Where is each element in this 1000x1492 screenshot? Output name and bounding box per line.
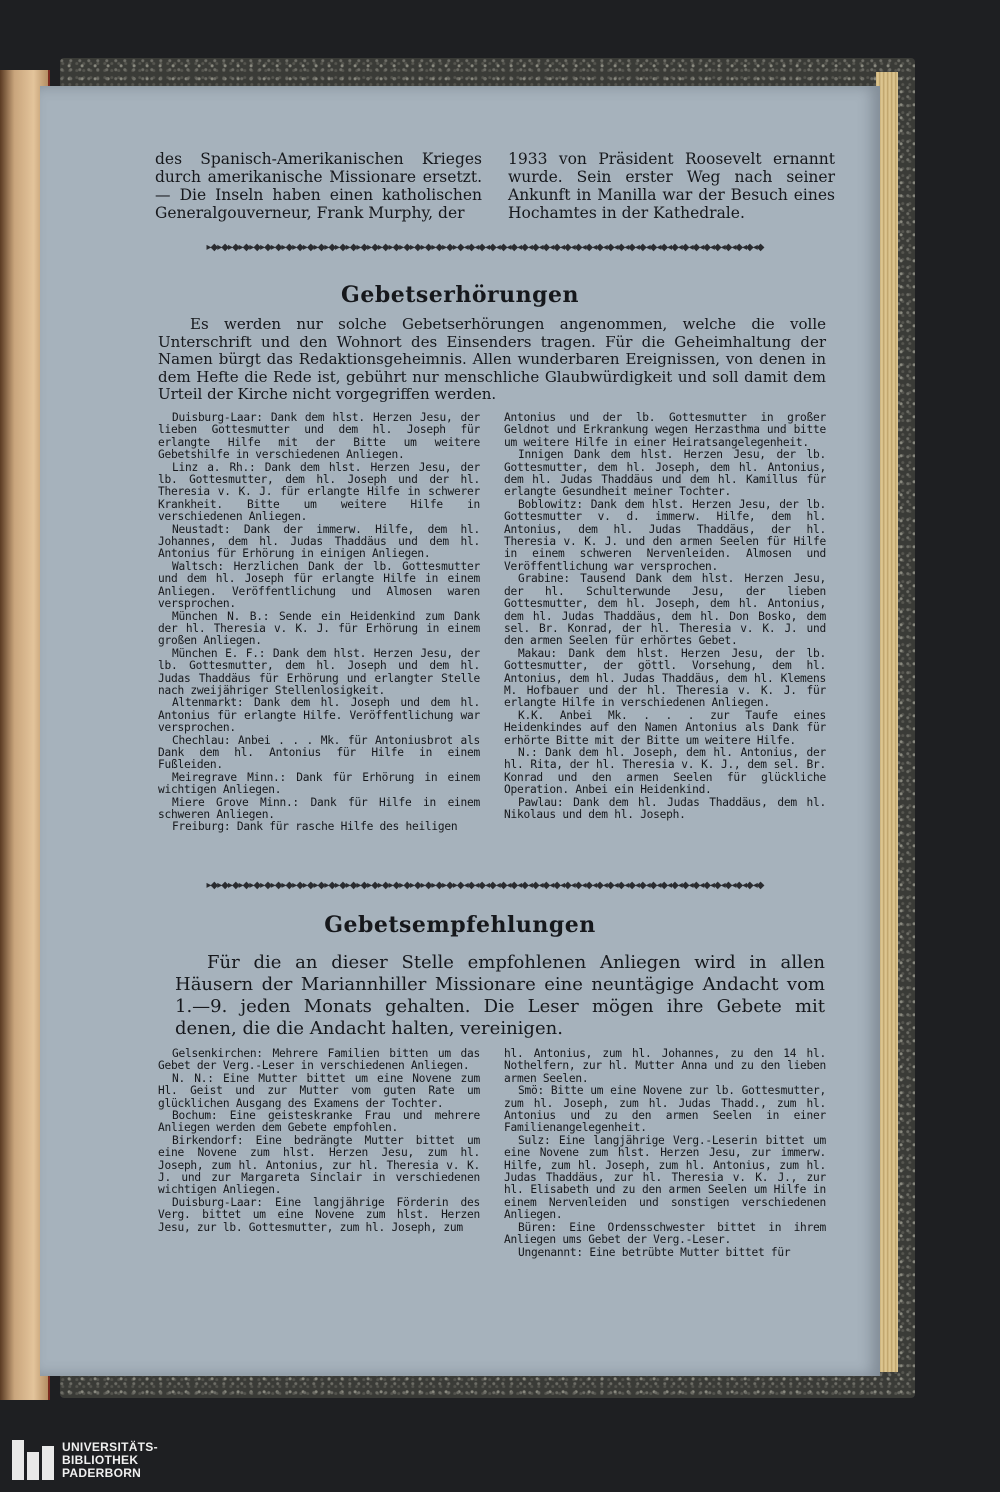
library-logo-icon: [12, 1440, 54, 1480]
entry: München E. F.: Dank dem hlst. Herzen Jesu, der lb. Gottesmutter, dem hl. Joseph und dem hl. Judas Thaddäus für Erhörung und erlangter Stelle nach zweijähriger Stellenlosigkeit.: [158, 646, 480, 697]
entry: Chechlau: Anbei . . . Mk. für Antoniusbrot als Dank dem hl. Antonius für Hilfe in einem Fußleiden.: [158, 733, 480, 772]
section-title-gebetserhoerungen: Gebetserhörungen: [341, 282, 579, 308]
entries-right-column: [504, 412, 826, 834]
entry: Büren: Eine Ordensschwester bittet in ihrem Anliegen ums Gebet der Verg.-Leser.: [504, 1220, 826, 1247]
entry: Makau: Dank dem hlst. Herzen Jesu, der lb. Gottesmutter, der göttl. Vorsehung, dem hl. Antonius, dem hl. Judas Thaddäus, dem hl. Klemens M. Hofbauer und der hl. Theresia v. K. J. für erlangte Hilfe in verschiedenen Anliegen.: [504, 646, 826, 710]
entry: Birkendorf: Eine bedrängte Mutter bittet um eine Novene zum hlst. Herzen Jesu, zum hl. Joseph, zum hl. Antonius, zur hl. Theresia v. K. J. und zur Margareta Sinclair in verschiedenen wichtigen Anliegen.: [158, 1133, 480, 1197]
entries-gebetsempfehlungen: [158, 1048, 826, 1259]
entries-gebetserhoerungen: [158, 412, 826, 834]
entries-left-column: [158, 1048, 480, 1259]
continued-text: [155, 150, 835, 222]
ornamental-divider: ▸◆▸◆▸◆▸◆▸◆▸◆▸◆▸◆▸◆▸◆▸◆▸◆▸◆▸◆▸◆▸◆▸◆▸◆▸◆▸◆▸◆▸◆▸◆▸◆◂◆◂◆◂◆◂◆◂◆◂◆◂◆◂◆◂◆◂◆◂◆◂◆◂◆◂◆◂◆◂◆◂◆◂◆◂◆◂◆◂◆◂◆◂◆◂◆◂◆◂◆◂◆◂◆: [206, 242, 764, 252]
entry: Boblowitz: Dank dem hlst. Herzen Jesu, der lb. Gottesmutter v. d. immerw. Hilfe, dem hl. Antonius, dem hl. Judas Thaddäus, der hl. Theresia v. K. J. und den armen Seelen für Hilfe in einem schweren Nervenleiden. Almosen und Veröffentlichung war versprochen.: [504, 497, 826, 573]
entry: K.K. Anbei Mk. . . . zur Taufe eines Heidenkindes auf den Namen Antonius als Dank für erhörte Bitte mit der Bitte um weitere Hilfe.: [504, 708, 826, 747]
entry: Meiregrave Minn.: Dank für Erhörung in einem wichtigen Anliegen.: [158, 770, 480, 797]
entry: Bochum: Eine geisteskranke Frau und mehrere Anliegen werden dem Gebete empfohlen.: [158, 1109, 480, 1135]
entry: Linz a. Rh.: Dank dem hlst. Herzen Jesu, der lb. Gottesmutter, dem hl. Joseph und der hl. Theresia v. K. J. für erlangte Hilfe in schwerer Krankheit. Bitte um weitere Hilfe in verschiedenen Anliegen.: [158, 460, 480, 524]
entry: Antonius und der lb. Gottesmutter in großer Geldnot und Erkrankung wegen Herzasthma und bitte um weitere Hilfe in einer Heiratsangelegenheit.: [504, 411, 826, 449]
entry: Ungenannt: Eine betrübte Mutter bittet für: [518, 1245, 791, 1259]
continued-text-left: des Spanisch-Amerikanischen Krieges durch amerikanische Missionare ersetzt. — Die Inseln haben einen katholischen Generalgouverneur, Frank Murphy, der: [155, 150, 482, 222]
document-page: [40, 86, 880, 1376]
entry: Pawlau: Dank dem hl. Judas Thaddäus, dem hl. Nikolaus und dem hl. Joseph.: [504, 795, 826, 821]
entry: Duisburg-Laar: Eine langjährige Förderin des Verg. bittet um eine Novene zum hlst. Herzen Jesu, zur lb. Gottesmutter, zum hl. Joseph, zum: [158, 1195, 480, 1234]
entry: Waltsch: Herzlichen Dank der lb. Gottesmutter und dem hl. Joseph für erlangte Hilfe in einem Anliegen. Veröffentlichung und Almosen waren versprochen.: [158, 559, 480, 611]
ornamental-divider: ▸◆▸◆▸◆▸◆▸◆▸◆▸◆▸◆▸◆▸◆▸◆▸◆▸◆▸◆▸◆▸◆▸◆▸◆▸◆▸◆▸◆▸◆▸◆▸◆◂◆◂◆◂◆◂◆◂◆◂◆◂◆◂◆◂◆◂◆◂◆◂◆◂◆◂◆◂◆◂◆◂◆◂◆◂◆◂◆◂◆◂◆◂◆◂◆◂◆◂◆◂◆◂◆: [206, 880, 764, 890]
section-intro-gebetserhoerungen: Es werden nur solche Gebetserhörungen angenommen, welche die volle Unterschrift und den Wohnort des Einsenders tragen. Für die Geheimhaltung der Namen bürgt das Redaktionsgeheimnis. Allen wunderbaren Ereignissen, von denen in dem Hefte die Rede ist, gebührt nur menschliche Glaubwürdigkeit und soll damit dem Urteil der Kirche nicht vorgegriffen werden.: [158, 315, 826, 403]
continued-text-right: 1933 von Präsident Roosevelt ernannt wurde. Sein erster Weg nach seiner Ankunft in Manilla war der Besuch eines Hochamtes in der Kathedrale.: [508, 150, 835, 222]
entry: Sulz: Eine langjährige Verg.-Leserin bittet um eine Novene zum hlst. Herzen Jesu, zur immerw. Hilfe, zum hl. Joseph, zum hl. Antonius, zum hl. Judas Thaddäus, zur hl. Theresia v. K. J., zur hl. Elisabeth und zu den armen Seelen um Hilfe in einem Nervenleiden und sonstigen verschiedenen Anliegen.: [504, 1133, 826, 1222]
entry: Neustadt: Dank der immerw. Hilfe, dem hl. Johannes, dem hl. Judas Thaddäus und dem hl. Antonius für Erhörung in einigen Anliegen.: [158, 522, 480, 561]
entry: Grabine: Tausend Dank dem hlst. Herzen Jesu, der hl. Schulterwunde Jesu, der lieben Gottesmutter, dem hl. Joseph, dem hl. Antonius, dem hl. Judas Thaddäus, dem hl. Don Bosko, dem sel. Br. Konrad, der hl. Theresia v. K. J. und den armen Seelen für erhörtes Gebet.: [504, 572, 826, 648]
entry: N. N.: Eine Mutter bittet um eine Novene zum Hl. Geist und zur Mutter vom guten Rate um glücklichen Ausgang des Examens der Tochter.: [158, 1071, 480, 1110]
section-title-gebetsempfehlungen: Gebetsempfehlungen: [324, 912, 596, 938]
entry: Duisburg-Laar: Dank dem hlst. Herzen Jesu, der lieben Gottesmutter und dem hl. Joseph für erlangte Hilfe mit der Bitte um weitere Gebetshilfe in verschiedenen Anliegen.: [158, 411, 480, 462]
entry: hl. Antonius, zum hl. Johannes, zu den 14 hl. Nothelfern, zur hl. Mutter Anna und zu den lieben armen Seelen.: [504, 1047, 826, 1085]
library-logo-text: UNIVERSITÄTS- BIBLIOTHEK PADERBORN: [62, 1439, 158, 1480]
entry: München N. B.: Sende ein Heidenkind zum Dank der hl. Theresia v. K. J. für Erhörung in einem großen Anliegen.: [158, 609, 480, 648]
entries-right-column: [504, 1048, 826, 1259]
entry: Innigen Dank dem hlst. Herzen Jesu, der lb. Gottesmutter, dem hl. Joseph, dem hl. Antonius, dem hl. Judas Thaddäus und dem hl. Kamillus für erlangte Gesundheit meiner Tochter.: [504, 448, 826, 499]
section-intro-gebetsempfehlungen: Für die an dieser Stelle empfohlenen Anliegen wird in allen Häusern der Mariannhiller Missionare eine neuntägige Andacht vom 1.—9. jeden Monats gehalten. Die Leser mögen ihre Gebete mit denen, die die Andacht halten, vereinigen.: [175, 952, 825, 1039]
library-logo: [12, 1440, 158, 1480]
entries-left-column: [158, 412, 480, 834]
entry: N.: Dank dem hl. Joseph, dem hl. Antonius, der hl. Rita, der hl. Theresia v. K. J., dem sel. Br. Konrad und den armen Seelen für glückliche Operation. Anbei ein Heidenkind.: [504, 745, 826, 797]
entry: Gelsenkirchen: Mehrere Familien bitten um das Gebet der Verg.-Leser in verschiedenen Anliegen.: [158, 1047, 480, 1073]
entry: Smö: Bitte um eine Novene zur lb. Gottesmutter, zum hl. Joseph, zum hl. Judas Thadd., zum hl. Antonius und zu den armen Seelen in einer Familienangelegenheit.: [504, 1084, 826, 1135]
entry: Miere Grove Minn.: Dank für Hilfe in einem schweren Anliegen.: [158, 795, 480, 821]
entry: Altenmarkt: Dank dem hl. Joseph und dem hl. Antonius für erlangte Hilfe. Veröffentlichung war versprochen.: [158, 696, 480, 735]
entry: Freiburg: Dank für rasche Hilfe des heiligen: [172, 820, 458, 834]
